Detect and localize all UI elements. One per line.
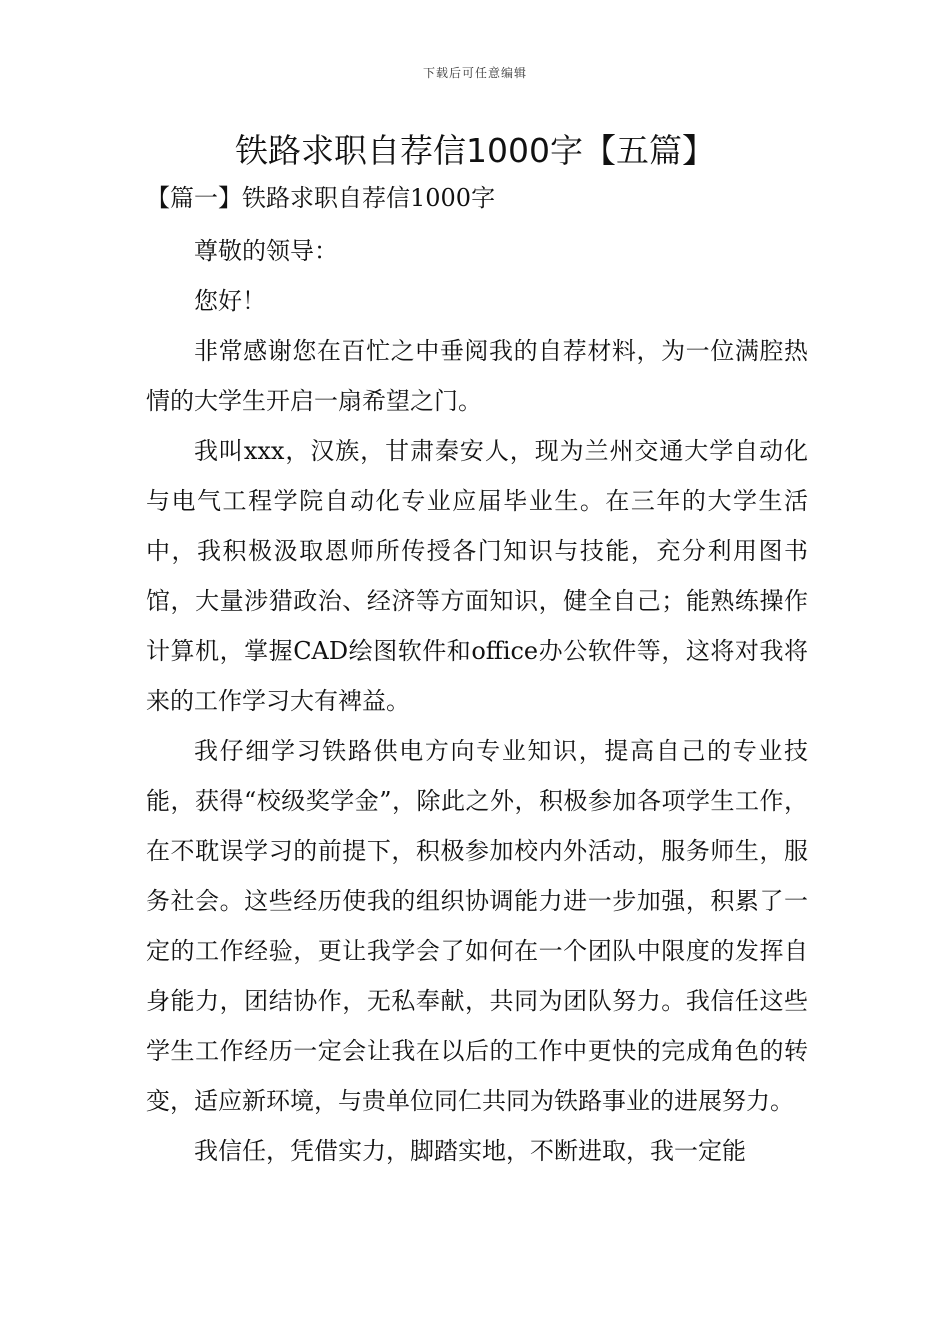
paragraph: 我信任，凭借实力，脚踏实地，不断进取，我一定能: [194, 1137, 746, 1165]
section-heading: 【篇一】铁路求职自荐信1000字: [146, 184, 496, 212]
greeting: 您好！: [194, 287, 266, 315]
paragraph: 我叫xxx，汉族，甘肃秦安人，现为兰州交通大学自动化与电气工程学院自动化专业应届毕业生。在三年的大学生活中，我积极汲取恩师所传授各门知识与技能，充分利用图书馆，大量涉猎政治、经济等方面知识，健全自己；能熟练操作计算机，掌握CAD绘图软件和office办公软件等，这将对我将来的工作学习大有裨益。: [146, 437, 808, 715]
paragraph: 我仔细学习铁路供电方向专业知识，提高自己的专业技能，获得“校级奖学金”，除此之外，积极参加各项学生工作，在不耽误学习的前提下，积极参加校内外活动，服务师生，服务社会。这些经历使我的组织协调能力进一步加强，积累了一定的工作经验，更让我学会了如何在一个团队中限度的发挥自身能力，团结协作，无私奉献，共同为团队努力。我信任这些学生工作经历一定会让我在以后的工作中更快的完成角色的转变，适应新环境，与贵单位同仁共同为铁路事业的进展努力。: [146, 737, 808, 1115]
header-note: 下载后可任意编辑: [422, 66, 527, 80]
paragraph: 非常感谢您在百忙之中垂阅我的自荐材料，为一位满腔热情的大学生开启一扇希望之门。: [146, 337, 808, 415]
letter-body: [146, 226, 808, 1176]
salutation: 尊敬的领导：: [194, 237, 338, 265]
document-title: 铁路求职自荐信1000字【五篇】: [235, 131, 715, 170]
